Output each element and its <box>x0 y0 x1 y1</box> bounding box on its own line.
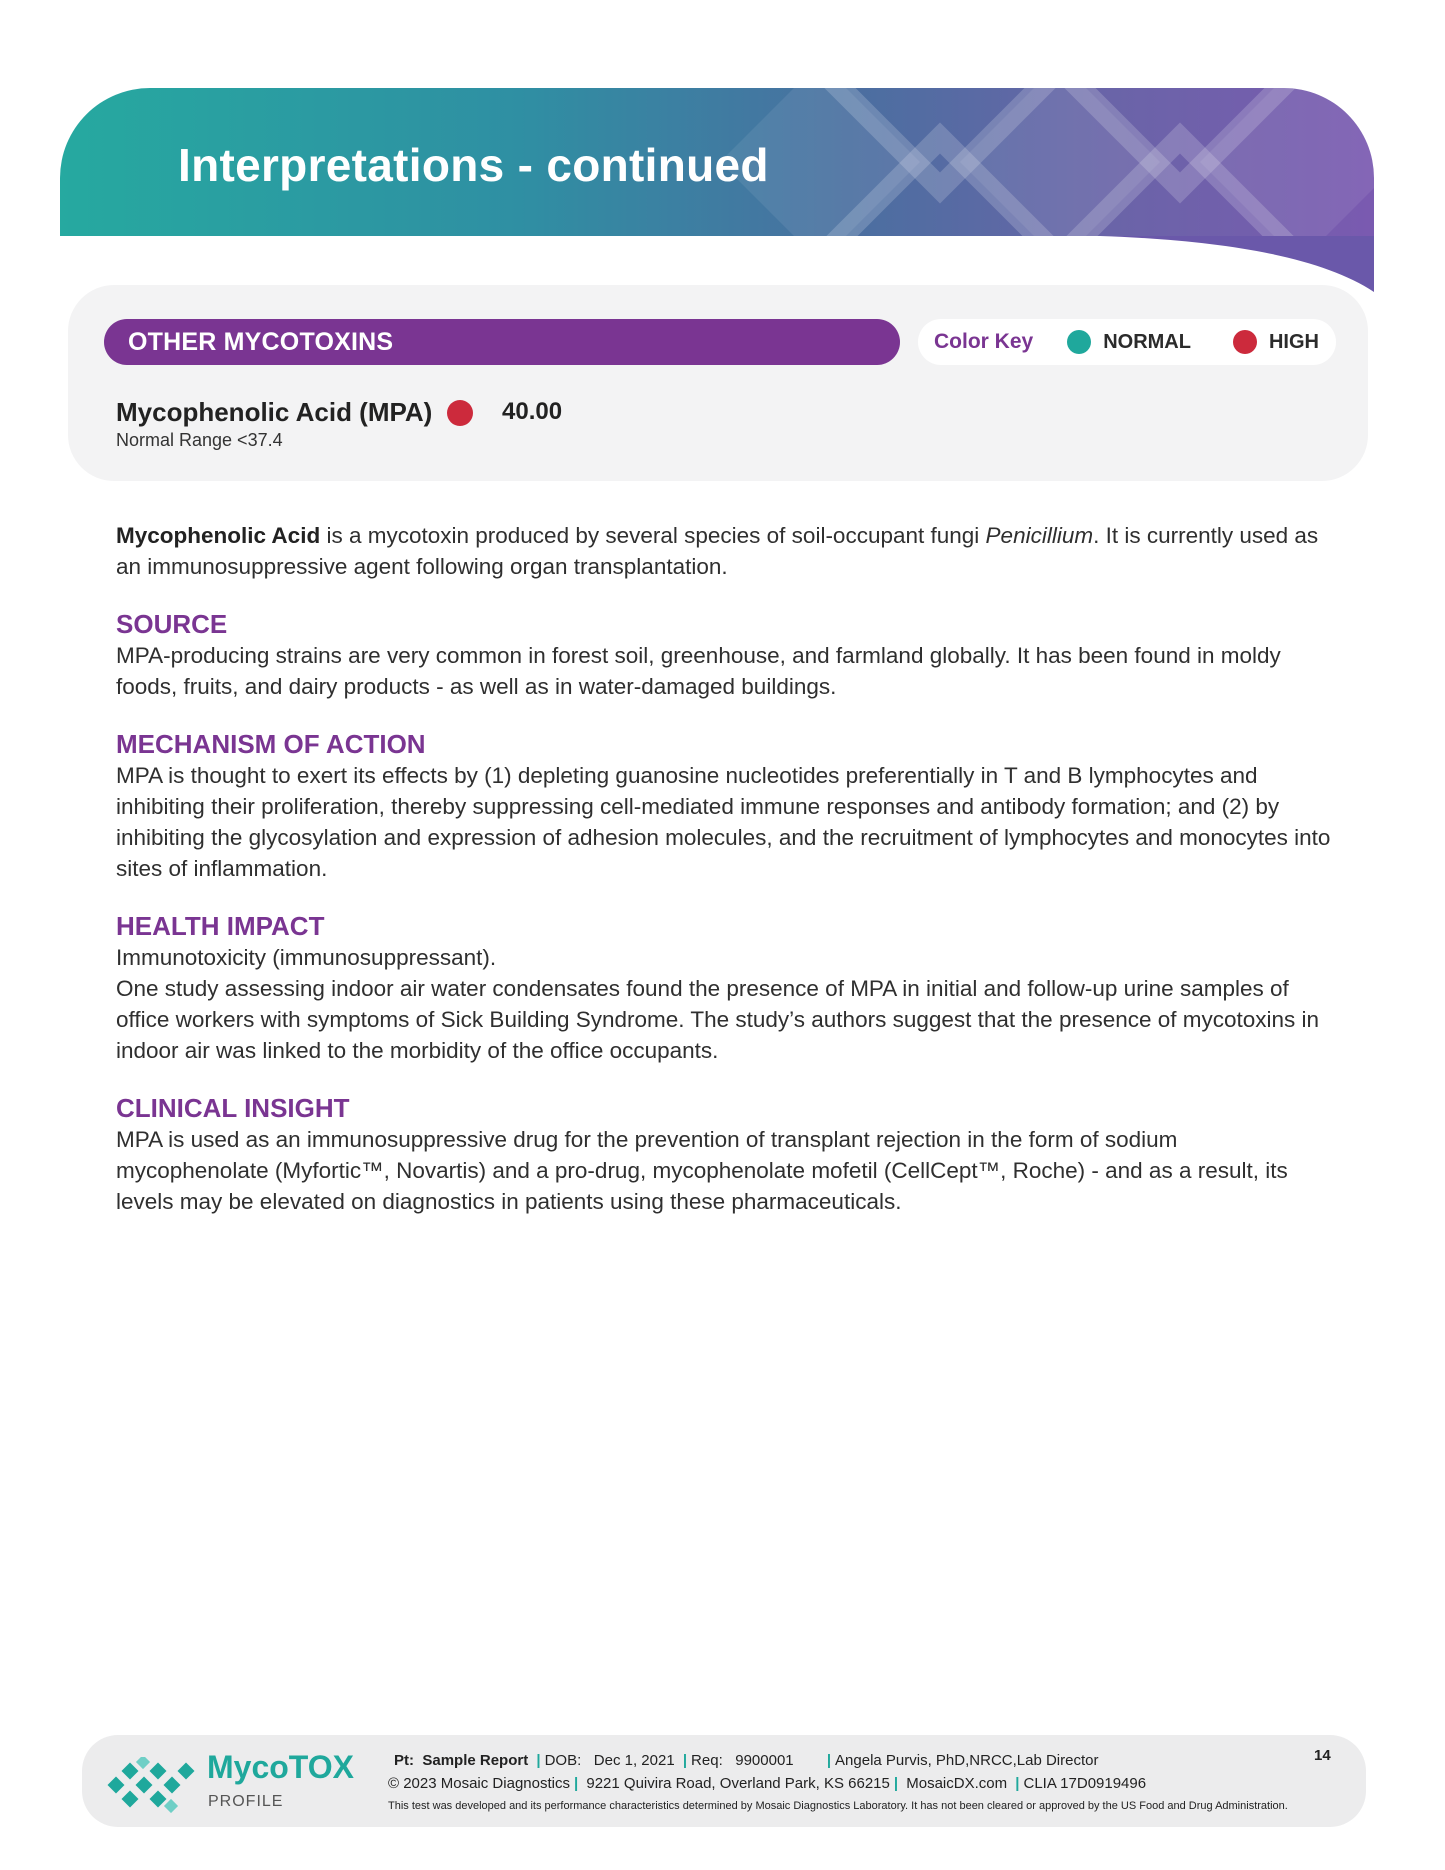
normal-dot-icon <box>1067 330 1091 354</box>
page-title: Interpretations - continued <box>178 139 769 191</box>
clia-number: CLIA 17D0919496 <box>1023 1775 1147 1792</box>
section-title: OTHER MYCOTOXINS <box>128 327 394 356</box>
intro-italic: Penicillium <box>985 523 1094 548</box>
normal-range: Normal Range <37.4 <box>116 430 283 450</box>
interpretation-content <box>116 520 1331 1217</box>
analyte-value: 40.00 <box>502 398 563 425</box>
section-title-pill <box>104 319 900 365</box>
intro-paragraph <box>116 520 1331 582</box>
section-text-health-impact-2: One study assessing indoor air water condensates found the presence of MPA in initial and follow-up urine samples of office workers with symptoms of Sick Building Syndrome. The study’s authors suggest that the presence of mycotoxins in indoor air was linked to the morbidity of the office occupants. <box>116 976 1320 1063</box>
section-heading-health-impact: HEALTH IMPACT <box>116 911 325 941</box>
header-banner <box>60 88 1374 236</box>
patient-name: Sample Report <box>422 1752 529 1769</box>
intro-end: . It is currently used as an immunosuppressive agent following organ transplantation. <box>116 523 1319 579</box>
color-key <box>918 319 1336 365</box>
dob-value: Dec 1, 2021 <box>593 1752 675 1769</box>
logo-subtitle: PROFILE <box>208 1793 284 1810</box>
result-card <box>68 285 1368 481</box>
fda-disclaimer: This test was developed and its performance characteristics determined by Mosaic Diagnostics Laboratory. It has not been cleared or approved by the US Food and Drug Administration. <box>388 1800 1288 1812</box>
footer-patient-line: Pt: Sample Report | DOB: Dec 1, 2021 | Req: 9900001 | Angela Purvis, PhD,NRCC,Lab Director <box>394 1752 1099 1769</box>
lab-director: Angela Purvis, PhD,NRCC,Lab Director <box>835 1752 1099 1769</box>
analyte-name: Mycophenolic Acid (MPA) <box>116 397 433 427</box>
high-status-dot-icon <box>447 400 473 426</box>
logo-wordmark: MycoTOX <box>207 1749 354 1785</box>
section-text-health-impact-1: Immunotoxicity (immunosuppressant). <box>116 945 497 970</box>
high-dot-icon <box>1233 330 1257 354</box>
section-text-mechanism: MPA is thought to exert its effects by (1) depleting guanosine nucleotides preferentially in T and B lymphocytes and inhibiting their proliferation, thereby suppressing cell-mediated immune responses and antibody formation; and (2) by inhibiting the glycosylation and expression of adhesion molecules, and the recruitment of lymphocytes and monocytes into sites of inflammation. <box>116 763 1331 881</box>
req-value: 9900001 <box>735 1752 794 1769</box>
high-label: HIGH <box>1268 330 1319 353</box>
page-number: 14 <box>1314 1747 1331 1764</box>
normal-label: NORMAL <box>1103 330 1191 353</box>
address: 9221 Quivira Road, Overland Park, KS 66215 <box>586 1775 890 1792</box>
patient-label: Pt: <box>394 1752 414 1769</box>
section-text-source: MPA-producing strains are very common in forest soil, greenhouse, and farmland globally. It has been found in moldy foods, fruits, and dairy products - as well as in water-damaged buildings. <box>116 643 1281 699</box>
copyright: © 2023 Mosaic Diagnostics <box>388 1775 570 1792</box>
intro-mid: is a mycotoxin produced by several species of soil-occupant fungi <box>320 523 986 548</box>
website-link[interactable]: MosaicDX.com <box>906 1775 1008 1792</box>
section-heading-source: SOURCE <box>116 609 228 639</box>
section-heading-clinical-insight: CLINICAL INSIGHT <box>116 1093 350 1123</box>
footer-address-line: © 2023 Mosaic Diagnostics | 9221 Quivira Road, Overland Park, KS 66215 | MosaicDX.com | CLIA 17D0919496 <box>388 1775 1147 1792</box>
mycotox-logo-icon <box>106 1757 200 1813</box>
req-label: Req: <box>691 1752 723 1769</box>
section-text-clinical-insight: MPA is used as an immunosuppressive drug for the prevention of transplant rejection in the form of sodium mycophenolate (Myfortic™, Novartis) and a pro-drug, mycophenolate mofetil (CellCept™, Roche) - and as a result, its levels may be elevated on diagnostics in patients using these pharmaceuticals. <box>116 1127 1288 1214</box>
intro-bold: Mycophenolic Acid <box>116 523 321 548</box>
page-footer <box>82 1735 1366 1827</box>
color-key-label: Color Key <box>934 330 1034 353</box>
section-heading-mechanism: MECHANISM OF ACTION <box>116 729 426 759</box>
dob-label: DOB: <box>544 1752 582 1769</box>
banner-curl-decoration <box>1100 236 1374 292</box>
